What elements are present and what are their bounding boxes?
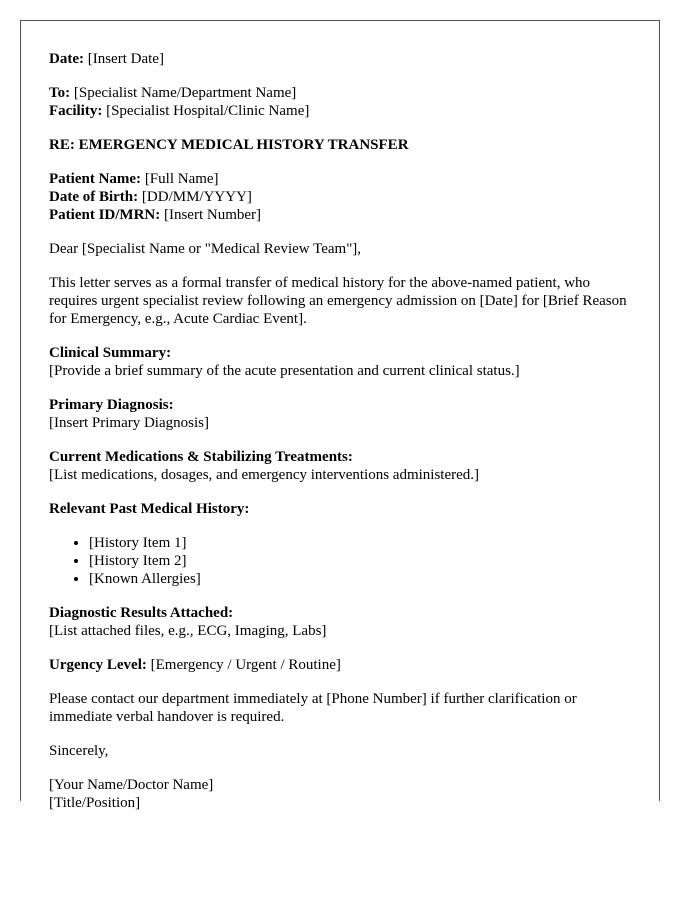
to-label: To: bbox=[49, 85, 71, 101]
patient-name-value: [Full Name] bbox=[144, 171, 219, 187]
list-item: • [History Item 1] bbox=[89, 534, 639, 552]
urgency-line bbox=[49, 656, 639, 674]
subject-line bbox=[49, 136, 639, 154]
recipient-block bbox=[49, 84, 639, 120]
list-item: • [Known Allergies] bbox=[89, 570, 639, 588]
patient-id-label: Patient ID/MRN: bbox=[49, 207, 161, 223]
patient-id-line bbox=[49, 206, 639, 224]
diagnostics-section bbox=[49, 604, 639, 640]
date-value: [Insert Date] bbox=[87, 51, 164, 67]
urgency-value: [Emergency / Urgent / Routine] bbox=[150, 657, 341, 673]
to-value: [Specialist Name/Department Name] bbox=[73, 85, 297, 101]
past-history-heading-block bbox=[49, 500, 639, 518]
patient-name-label: Patient Name: bbox=[49, 171, 142, 187]
date-label: Date: bbox=[49, 51, 84, 67]
patient-info-block bbox=[49, 170, 639, 224]
letter-content bbox=[49, 50, 639, 828]
past-history-heading: Relevant Past Medical History: bbox=[49, 501, 250, 517]
closing: Sincerely, bbox=[49, 743, 109, 759]
signature-block bbox=[49, 776, 639, 812]
facility-line bbox=[49, 102, 639, 120]
clinical-summary-text: [Provide a brief summary of the acute presentation and current clinical status.] bbox=[49, 363, 520, 379]
diagnostics-text: [List attached files, e.g., ECG, Imaging, Labs] bbox=[49, 623, 327, 639]
dob-value: [DD/MM/YYYY] bbox=[141, 189, 252, 205]
to-line bbox=[49, 84, 639, 102]
primary-diagnosis-text: [Insert Primary Diagnosis] bbox=[49, 415, 209, 431]
salutation: Dear [Specialist Name or "Medical Review Team"], bbox=[49, 241, 362, 257]
diagnostics-heading: Diagnostic Results Attached: bbox=[49, 605, 234, 621]
medications-heading: Current Medications & Stabilizing Treatments: bbox=[49, 449, 353, 465]
dob-line bbox=[49, 188, 639, 206]
clinical-summary-heading: Clinical Summary: bbox=[49, 345, 172, 361]
facility-label: Facility: bbox=[49, 103, 103, 119]
facility-value: [Specialist Hospital/Clinic Name] bbox=[106, 103, 310, 119]
clinical-summary-section bbox=[49, 344, 639, 380]
signature-title: [Title/Position] bbox=[49, 795, 141, 811]
contact-paragraph: Please contact our department immediately at [Phone Number] if further clarification or immediate verbal handover is required. bbox=[49, 691, 577, 725]
subject-text: RE: EMERGENCY MEDICAL HISTORY TRANSFER bbox=[49, 137, 409, 153]
intro-paragraph: This letter serves as a formal transfer of medical history for the above-named patient, who requires urgent specialist review following an emergency admission on [Date] for [Brief Reason for Emergency, e.g., Acute Cardiac Event]. bbox=[49, 275, 627, 327]
urgency-label: Urgency Level: bbox=[49, 657, 147, 673]
list-item: • [History Item 2] bbox=[89, 552, 639, 570]
medications-section bbox=[49, 448, 639, 484]
patient-name-line bbox=[49, 170, 639, 188]
primary-diagnosis-heading: Primary Diagnosis: bbox=[49, 397, 174, 413]
patient-id-value: [Insert Number] bbox=[163, 207, 262, 223]
date-line bbox=[49, 50, 639, 68]
primary-diagnosis-section bbox=[49, 396, 639, 432]
dob-label: Date of Birth: bbox=[49, 189, 139, 205]
signature-name: [Your Name/Doctor Name] bbox=[49, 777, 214, 793]
medications-text: [List medications, dosages, and emergency interventions administered.] bbox=[49, 467, 480, 483]
letter-page bbox=[20, 20, 660, 811]
past-history-list bbox=[49, 534, 639, 588]
